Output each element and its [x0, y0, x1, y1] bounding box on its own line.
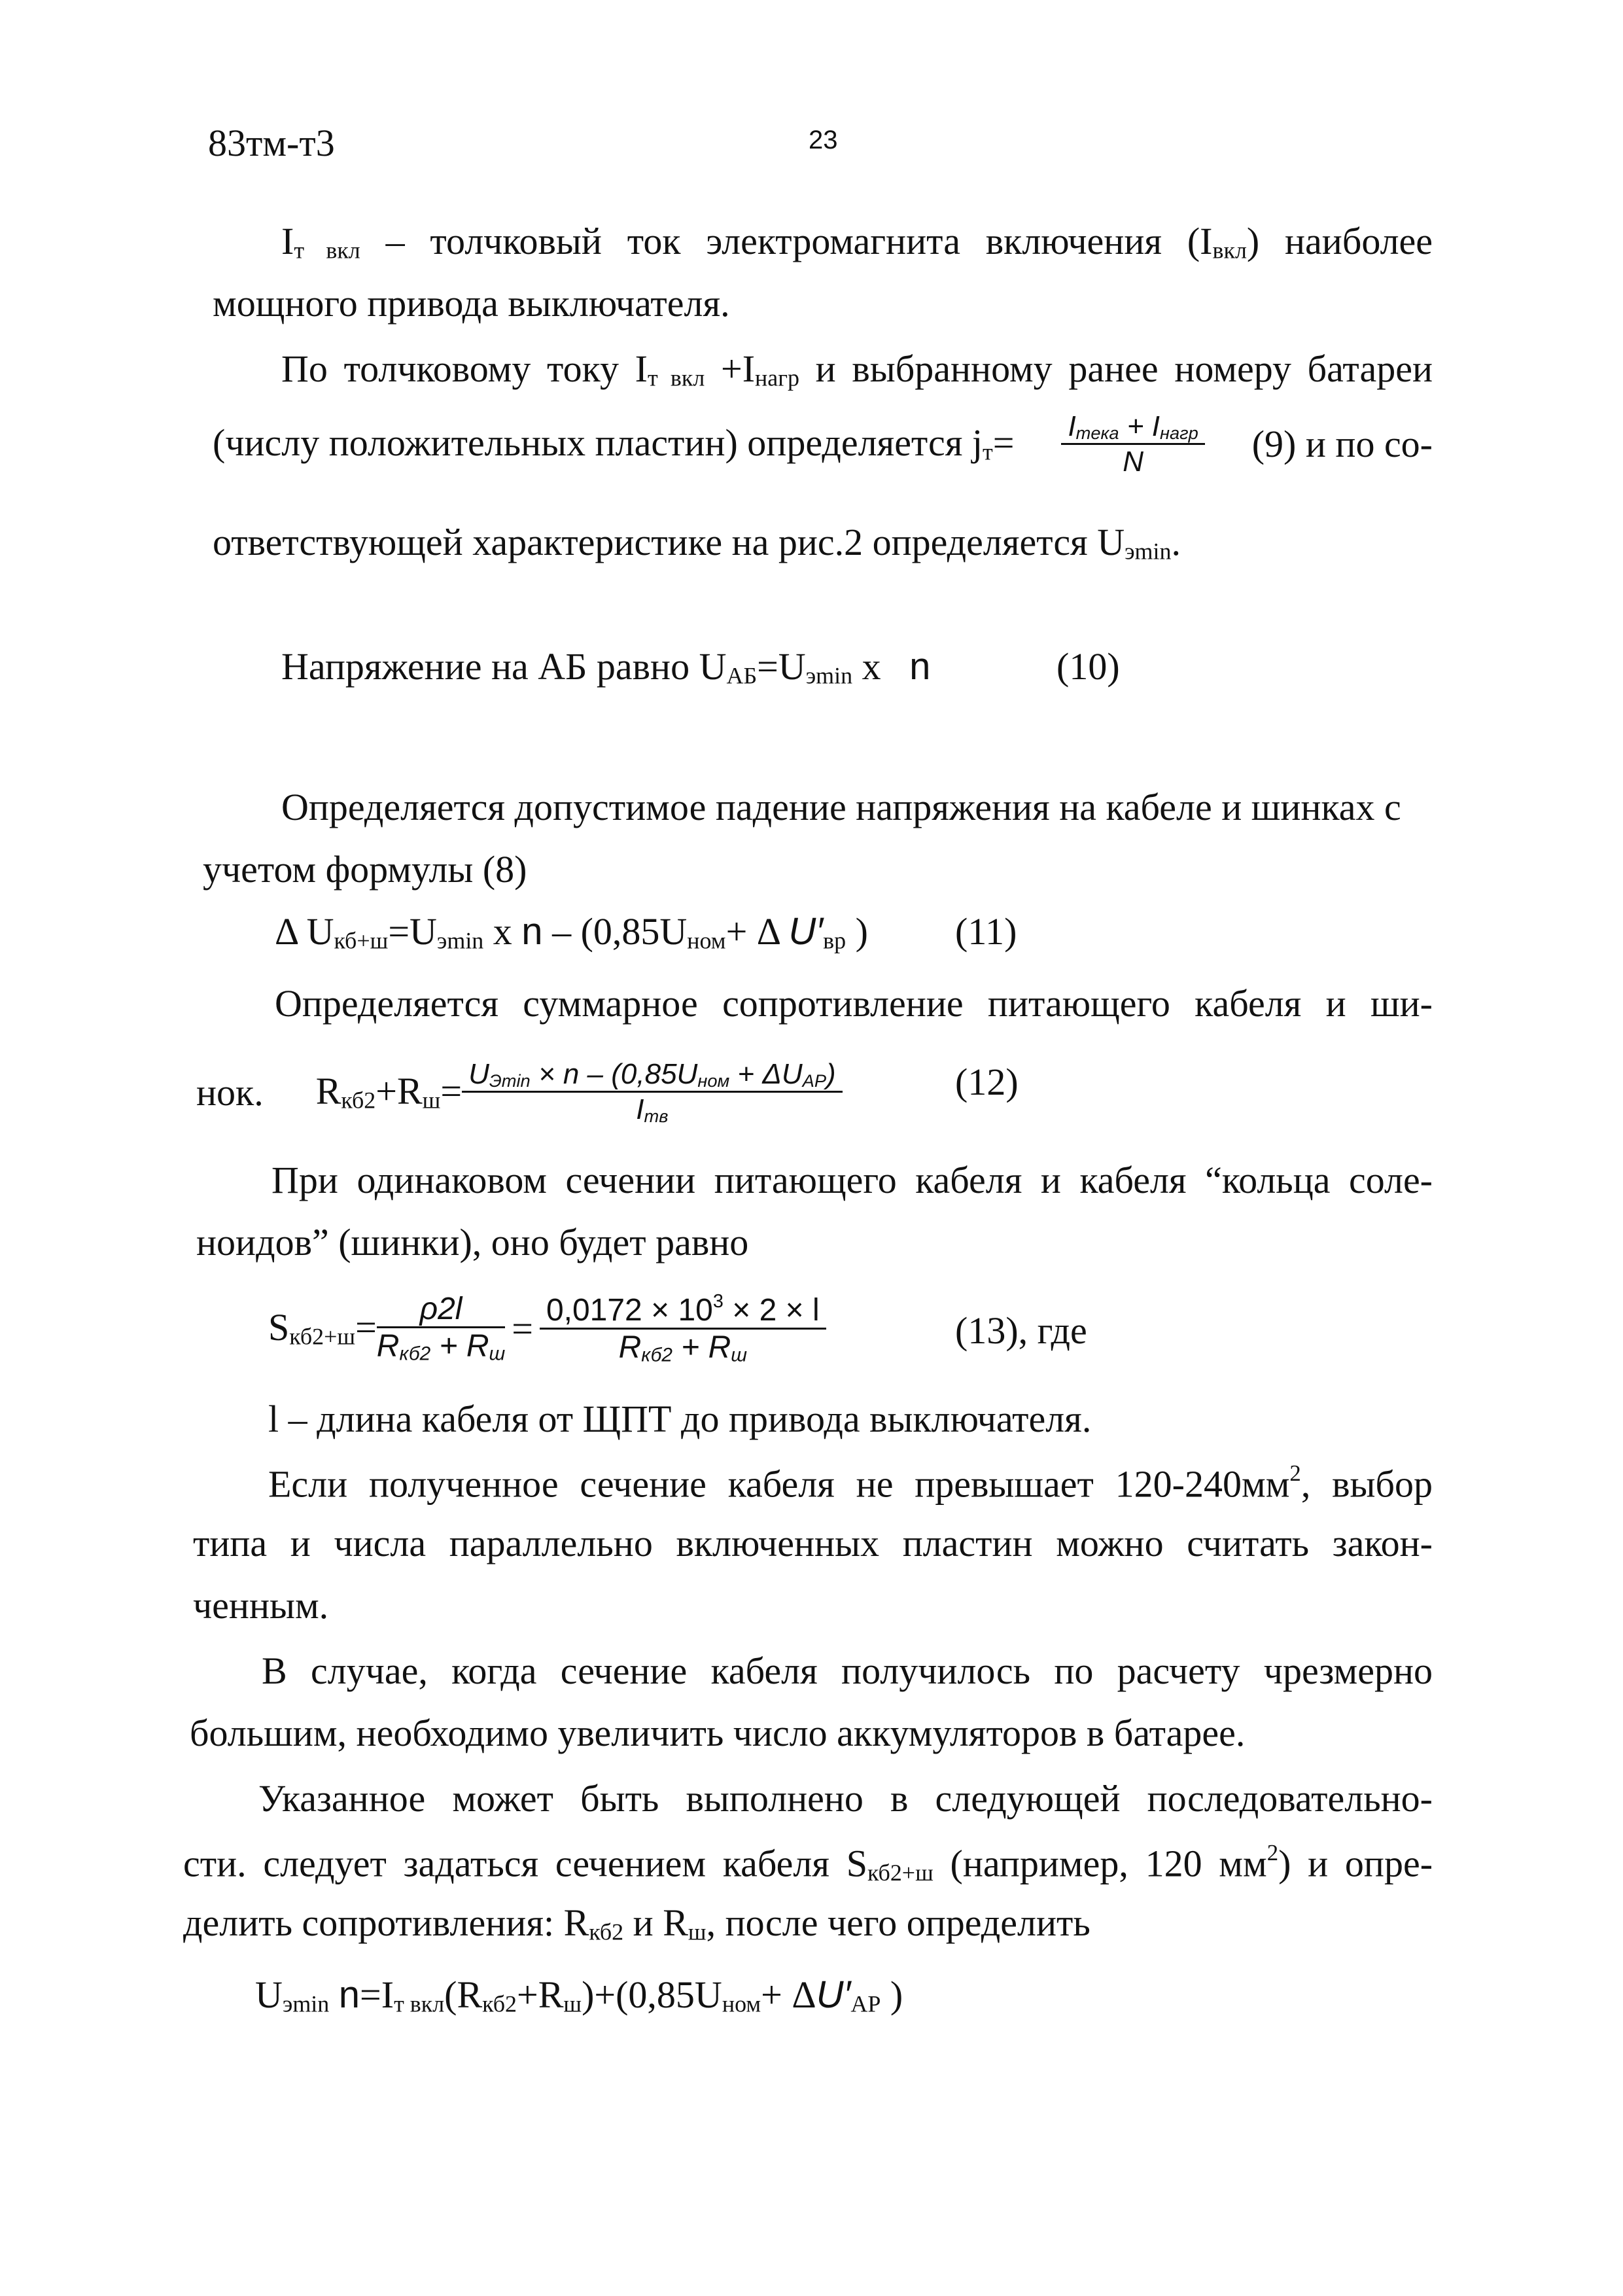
equation-10-number: (10)	[1056, 645, 1120, 688]
equation-13: Sкб2+ш= $\frac{\rho 2l}{\text{Rкб2 + Rш}}$ = $\frac{0,0172 \times 10^3 \times 2 \times l}{\text{Rкб2 + Rш}}$	[268, 1292, 826, 1365]
subscript: вкл	[1212, 237, 1247, 264]
equation-11-number: (11)	[955, 910, 1017, 953]
cross-section-fraction-2: $\frac{0,0172 \times 10^3 \times 2 \times l}{\text{Rкб2 + Rш}}$	[540, 1292, 826, 1365]
paragraph-9-line-2: сти. следует задаться сечением кабеля Sкб2+ш (например, 120 $мм^2$) и опре-	[183, 1840, 1433, 1886]
paragraph-3-line-1: Определяется допустимое падение напряжения на кабеле и шинках с	[281, 786, 1401, 828]
resistance-sum: Rкб2+Rш=	[315, 1069, 462, 1114]
equation-12-number: (12)	[955, 1061, 1019, 1103]
paragraph-7-line-1: Если полученное сечение кабеля не превышает $120-240мм^2$, выбор	[268, 1460, 1433, 1506]
symbol-i: I	[281, 220, 294, 262]
subscript: эmin	[1125, 538, 1172, 565]
subscript: т	[983, 438, 993, 465]
paragraph-5-line-1: При одинаковом сечении питающего кабеля и кабеля “кольца соле-	[271, 1159, 1433, 1201]
paragraph-5-line-2: ноидов” (шинки), оно будет равно	[196, 1221, 749, 1263]
text-run: +I	[721, 347, 756, 390]
paragraph-7-line-2: типа и числа параллельно включенных пластин можно считать закон-	[193, 1522, 1433, 1564]
paragraph-2-line-1	[281, 347, 1433, 391]
text-run: ) наиболее	[1246, 220, 1433, 262]
paragraph-2-line-3: ответствующей характеристике на рис.2 определяется Uэmin.	[213, 521, 1181, 565]
paragraph-1-line-1	[281, 222, 1433, 262]
resistance-fraction: $\frac{\text{UЭmin × n – (0,85Uном + ΔUАР)}}{\text{Iтв}}$	[462, 1060, 843, 1125]
current-density-fraction: $\frac{\text{Iтека + Iнагр}}{N}$	[1061, 412, 1204, 476]
paragraph-4-line-1: Определяется суммарное сопротивление питающего кабеля и ши-	[275, 982, 1433, 1025]
paragraph-7-line-3: ченным.	[193, 1584, 329, 1627]
text-run: (числу положительных пластин) определяется jт=	[213, 421, 1015, 465]
equation-final: Uэmin n=Iт вкл(Rкб2+Rш)+(0,85Uном+ ΔU′АР )	[255, 1973, 903, 2017]
text-run: нок.	[196, 1070, 264, 1114]
paragraph-8-line-1: В случае, когда сечение кабеля получилось по расчету чрезмерно	[262, 1650, 1433, 1692]
document-id: 83тм-т3	[208, 122, 335, 164]
subscript: т вкл	[294, 237, 360, 264]
equation-11: Δ Uкб+ш=Uэmin x n – (0,85Uном+ Δ U′вр )	[275, 910, 868, 954]
subscript: нагр	[755, 364, 799, 391]
equation-13-number: (13), где	[955, 1309, 1087, 1352]
text-run: – толчковый ток электромагнита включения (I	[385, 220, 1213, 262]
cross-section-symbol: Sкб2+ш=	[268, 1305, 377, 1350]
paragraph-2-line-2	[213, 412, 1433, 476]
paragraph-9-line-1: Указанное может быть выполнено в следующей последовательно-	[258, 1777, 1433, 1820]
subscript: т вкл	[648, 364, 705, 391]
paragraph-3-line-2: учетом формулы (8)	[203, 848, 527, 891]
equation-12	[196, 1060, 843, 1125]
text-run: По толчковому току I	[281, 347, 648, 390]
text-run: (9) и по со-	[1251, 423, 1433, 466]
paragraph-1-line-2: мощного привода выключателя.	[213, 282, 730, 325]
cross-section-fraction-1: $\frac{\rho 2l}{\text{Rкб2 + Rш}}$	[376, 1292, 506, 1365]
paragraph-8-line-2: большим, необходимо увеличить число аккумуляторов в батарее.	[190, 1712, 1246, 1754]
page-number: 23	[809, 126, 838, 154]
paragraph-9-line-3: делить сопротивления: Rкб2 и Rш, после чего определить	[183, 1901, 1091, 1945]
paragraph-6-line-1: l – длина кабеля от ЩПТ до привода выключателя.	[268, 1398, 1092, 1440]
equation-10: Напряжение на АБ равно UАБ=Uэmin x n	[281, 645, 931, 689]
text-run: и выбранному ранее номеру батареи	[815, 347, 1433, 390]
